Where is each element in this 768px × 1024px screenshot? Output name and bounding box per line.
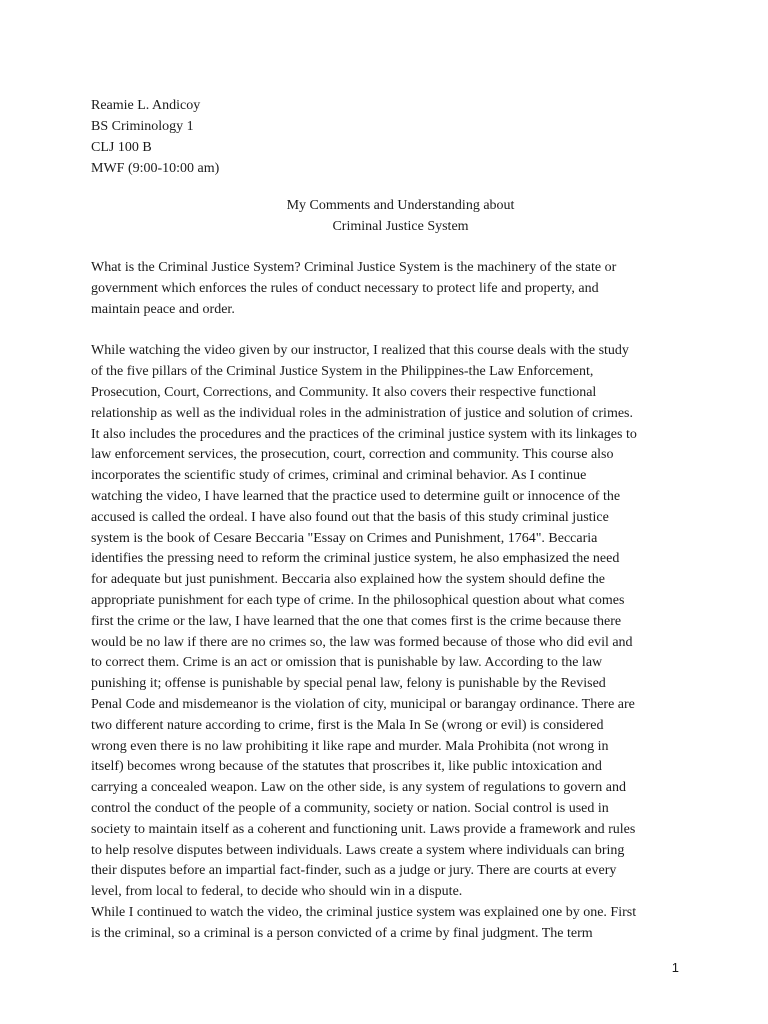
title-line-1: My Comments and Understanding about [286, 198, 515, 213]
text-line: society to maintain itself as a coherent and functioning unit. Laws provide a framework and rules [91, 821, 636, 837]
text-line: control the conduct of the people of a community, society or nation. Social control is used in [91, 800, 609, 816]
document-title [91, 195, 710, 237]
text-line: What is the Criminal Justice System? Criminal Justice System is the machinery of the state or [91, 260, 617, 275]
text-line: two different nature according to crime, first is the Mala In Se (wrong or evil) is considered [91, 717, 604, 733]
text-line: system is the book of Cesare Beccaria "Essay on Crimes and Punishment, 1764". Beccaria [91, 530, 598, 546]
text-line: to help resolve disputes between individuals. Laws create a system where individuals can bring [91, 842, 625, 858]
paragraph-body [91, 341, 710, 903]
text-line: relationship as well as the individual roles in the administration of justice and solution of crimes. [91, 405, 634, 421]
text-line: wrong even there is no law prohibiting it like rape and murder. Mala Prohibita (not wrong in [91, 738, 609, 754]
text-line: watching the video, I have learned that the practice used to determine guilt or innocence of the [91, 488, 621, 504]
author-name: Reamie L. Andicoy [91, 98, 201, 113]
text-line: identifies the pressing need to reform the criminal justice system, he also emphasized the need [91, 551, 620, 567]
text-line: would be no law if there are no crimes so, the law was formed because of those who did evil and [91, 634, 633, 650]
text-line: incorporates the scientific study of crimes, criminal and criminal behavior. As I continue [91, 468, 587, 484]
paragraph-intro [91, 258, 710, 320]
author-header [91, 95, 710, 179]
class-schedule: MWF (9:00-10:00 am) [91, 161, 220, 176]
text-line: itself) becomes wrong because of the statutes that proscribes it, like public intoxication and [91, 759, 602, 775]
text-line: to correct them. Crime is an act or omission that is punishable by law. According to the law [91, 655, 603, 671]
text-line: punishing it; offense is punishable by special penal law, felony is punishable by the Revised [91, 676, 606, 692]
text-line: for adequate but just punishment. Beccaria also explained how the system should define the [91, 572, 605, 588]
text-line: appropriate punishment for each type of crime. In the philosophical question about what comes [91, 592, 625, 608]
text-line: level, from local to federal, to decide who should win in a dispute. [91, 884, 463, 900]
text-line: While I continued to watch the video, the criminal justice system was explained one by one. First [91, 904, 637, 920]
text-line: their disputes before an impartial fact-finder, such as a judge or jury. There are courts at every [91, 863, 617, 879]
text-line: While watching the video given by our instructor, I realized that this course deals with the study [91, 343, 629, 359]
text-line: law enforcement services, the prosecution, court, correction and community. This course also [91, 447, 614, 463]
text-line: of the five pillars of the Criminal Justice System in the Philippines-the Law Enforcement, [91, 364, 594, 380]
text-line: first the crime or the law, I have learned that the one that comes first is the crime because there [91, 613, 622, 629]
text-line: government which enforces the rules of conduct necessary to protect life and property, and [91, 280, 599, 296]
text-line: Prosecution, Court, Corrections, and Community. It also covers their respective functional [91, 384, 597, 400]
text-line: It also includes the procedures and the practices of the criminal justice system with its linkages to [91, 426, 637, 442]
text-line: accused is called the ordeal. I have also found out that the basis of this study criminal justice [91, 509, 609, 525]
text-line: carrying a concealed weapon. Law on the other side, is any system of regulations to govern and [91, 780, 626, 796]
text-line: maintain peace and order. [91, 301, 235, 317]
text-line: Penal Code and misdemeanor is the violation of city, municipal or barangay ordinance. There are [91, 696, 635, 712]
course-program: BS Criminology 1 [91, 119, 194, 134]
page-number: 1 [671, 960, 679, 975]
title-line-2: Criminal Justice System [332, 219, 469, 234]
course-code: CLJ 100 B [91, 140, 152, 155]
paragraph-continuation [91, 903, 710, 945]
text-line: is the criminal, so a criminal is a person convicted of a crime by final judgment. The term [91, 925, 593, 941]
